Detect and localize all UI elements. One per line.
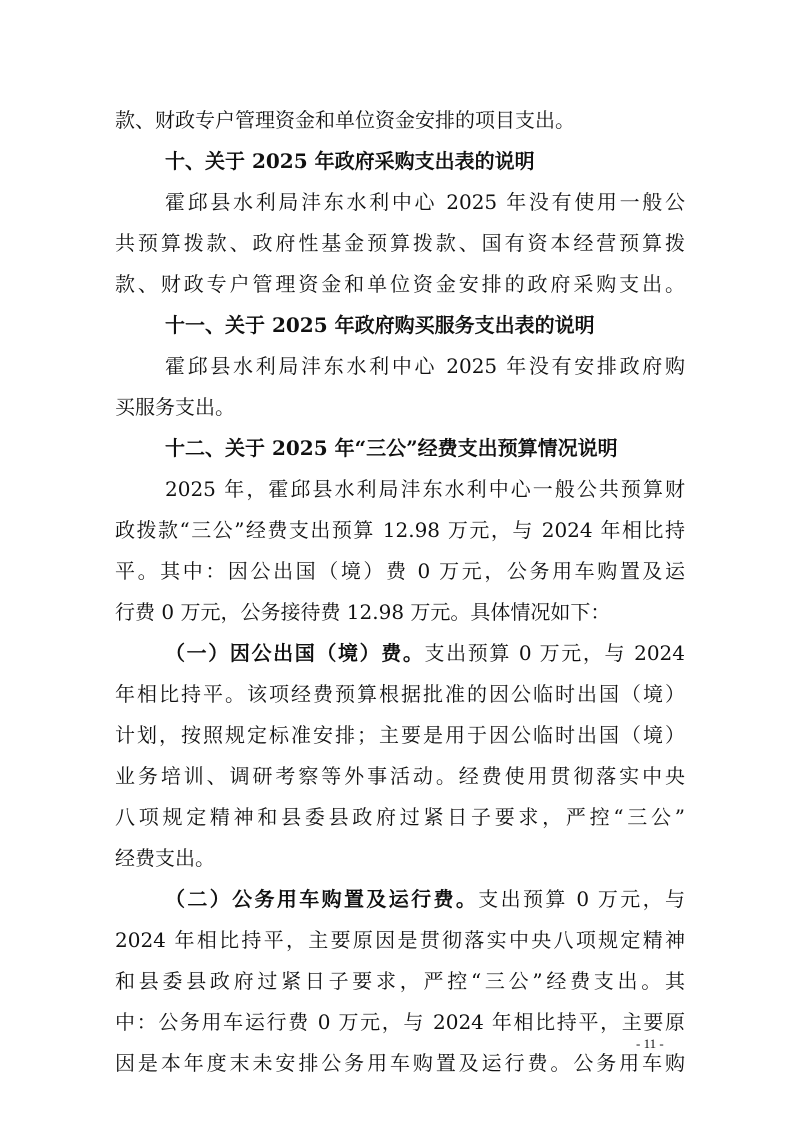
section-heading-11: 十一、关于 2025 年政府购买服务支出表的说明 <box>165 313 595 337</box>
paragraph-line: 平。其中：因公出国（境）费 0 万元，公务用车购置及运 <box>115 559 685 583</box>
paragraph-line: 买服务支出。 <box>115 395 235 419</box>
paragraph-line: 款、财政专户管理资金和单位资金安排的项目支出。 <box>115 108 575 132</box>
paragraph-line: 共预算拨款、政府性基金预算拨款、国有资本经营预算拨 <box>115 231 685 255</box>
paragraph-line: 经费支出。 <box>115 846 215 870</box>
paragraph-line: 政拨款“三公”经费支出预算 12.98 万元，与 2024 年相比持 <box>115 518 685 542</box>
paragraph-line: 因是本年度末未安排公务用车购置及运行费。公务用车购 <box>115 1051 685 1075</box>
section-heading-12: 十二、关于 2025 年“三公”经费支出预算情况说明 <box>165 436 618 460</box>
paragraph-line-subsection-1 <box>165 641 685 665</box>
subsection-title-2: （二）公务用车购置及运行费。 <box>165 887 479 911</box>
paragraph-line: 八项规定精神和县委县政府过紧日子要求，严控“三公” <box>115 805 685 829</box>
subsection-text: 支出预算 0 万元，与 <box>478 887 685 911</box>
paragraph-line: 年相比持平。该项经费预算根据批准的因公临时出国（境） <box>115 682 685 706</box>
paragraph-line: 2025 年，霍邱县水利局沣东水利中心一般公共预算财 <box>165 477 685 501</box>
paragraph-line: 霍邱县水利局沣东水利中心 2025 年没有使用一般公 <box>165 190 685 214</box>
subsection-title-1: （一）因公出国（境）费。 <box>165 641 425 665</box>
paragraph-line: 2024 年相比持平，主要原因是贯彻落实中央八项规定精神 <box>115 928 685 952</box>
paragraph-line: 计划，按照规定标准安排；主要是用于因公临时出国（境） <box>115 723 685 747</box>
paragraph-line: 霍邱县水利局沣东水利中心 2025 年没有安排政府购 <box>165 354 685 378</box>
subsection-text: 支出预算 0 万元，与 2024 <box>424 641 685 665</box>
section-heading-10: 十、关于 2025 年政府采购支出表的说明 <box>165 149 535 173</box>
paragraph-line-subsection-2 <box>165 887 685 911</box>
paragraph-line: 和县委县政府过紧日子要求，严控“三公”经费支出。其 <box>115 969 685 993</box>
paragraph-line: 中：公务用车运行费 0 万元，与 2024 年相比持平，主要原 <box>115 1010 685 1034</box>
page-number: - 11 - <box>636 1036 664 1051</box>
paragraph-line: 业务培训、调研考察等外事活动。经费使用贯彻落实中央 <box>115 764 685 788</box>
paragraph-line: 行费 0 万元，公务接待费 12.98 万元。具体情况如下： <box>115 600 611 624</box>
paragraph-line: 款、财政专户管理资金和单位资金安排的政府采购支出。 <box>115 272 685 296</box>
